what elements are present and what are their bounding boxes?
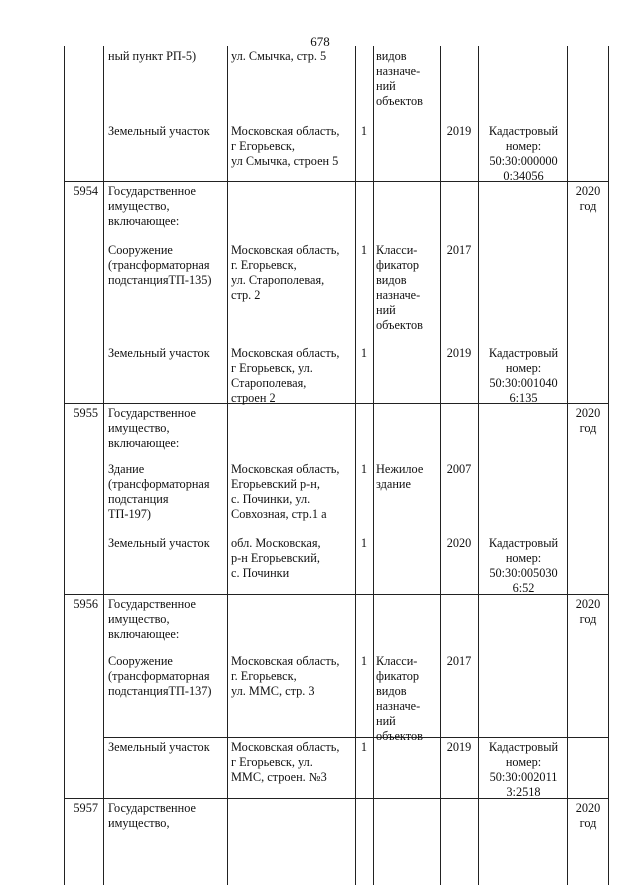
item-type: Нежилое здание [376,462,424,491]
row-rule [103,737,608,738]
item-number: 5955 [73,406,98,420]
item-period: 2020 год [575,184,601,213]
column-rule [608,46,609,885]
item-name: Сооружение (трансформаторная подстанцияТП-135) [108,243,212,287]
item-address: Московская область, г Егорьевск, ул Смычка, строен 5 [231,124,340,168]
item-number: 5956 [73,597,98,611]
page-number: 678 [310,34,330,49]
item-number: 5954 [73,184,98,198]
item-number: 5957 [73,801,98,815]
item-name: Здание (трансформаторная подстанция ТП-197) [108,462,210,521]
item-period: 2020 год [575,597,601,626]
item-address: Московская область, Егорьевский р-н, с. Починки, ул. Совхозная, стр.1 а [231,462,340,521]
item-address: ул. Смычка, стр. 5 [231,49,327,63]
item-cadastral-note: Кадастровый номер: 50:30:002011 3:2518 [488,740,559,799]
item-year: 2019 [446,740,472,754]
item-name: ный пункт РП-5) [108,49,197,63]
column-rule [64,46,65,885]
item-quantity: 1 [360,536,368,550]
item-name: Государственное имущество, включающее: [108,184,196,228]
column-rule [103,46,104,885]
item-period: 2020 год [575,406,601,435]
item-year: 2017 [446,654,472,668]
item-quantity: 1 [360,243,368,257]
item-cadastral-note: Кадастровый номер: 50:30:000000 0:34056 [488,124,559,183]
item-address: Московская область, г. Егорьевск, ул. ММС, стр. 3 [231,654,340,698]
item-year: 2017 [446,243,472,257]
item-year: 2020 [446,536,472,550]
column-rule [567,46,568,885]
item-name: Сооружение (трансформаторная подстанцияТП-137) [108,654,212,698]
item-quantity: 1 [360,346,368,360]
item-address: Московская область, г Егорьевск, ул. ММС, строен. №3 [231,740,340,784]
item-name: Государственное имущество, включающее: [108,406,196,450]
item-year: 2007 [446,462,472,476]
item-cadastral-note: Кадастровый номер: 50:30:001040 6:135 [488,346,559,405]
item-address: обл. Московская, р-н Егорьевский, с. Починки [231,536,321,580]
item-name: Земельный участок [108,740,210,754]
item-name: Земельный участок [108,346,210,360]
item-name: Земельный участок [108,124,210,138]
item-type: Класси- фикатор видов назначе- ний объектов [376,243,423,332]
item-quantity: 1 [360,124,368,138]
item-period: 2020 год [575,801,601,830]
item-address: Московская область, г Егорьевск, ул. Старополевая, строен 2 [231,346,340,405]
column-rule [355,46,356,885]
item-quantity: 1 [360,654,368,668]
item-name: Государственное имущество, [108,801,196,830]
item-type: видов назначе- ний объектов [376,49,423,108]
item-quantity: 1 [360,462,368,476]
item-name: Государственное имущество, включающее: [108,597,196,641]
item-address: Московская область, г. Егорьевск, ул. Старополевая, стр. 2 [231,243,340,302]
column-rule [373,46,374,885]
column-rule [478,46,479,885]
item-year: 2019 [446,124,472,138]
item-type: Класси- фикатор видов назначе- ний объектов [376,654,423,743]
item-year: 2019 [446,346,472,360]
item-name: Земельный участок [108,536,210,550]
item-quantity: 1 [360,740,368,754]
item-cadastral-note: Кадастровый номер: 50:30:005030 6:52 [488,536,559,595]
